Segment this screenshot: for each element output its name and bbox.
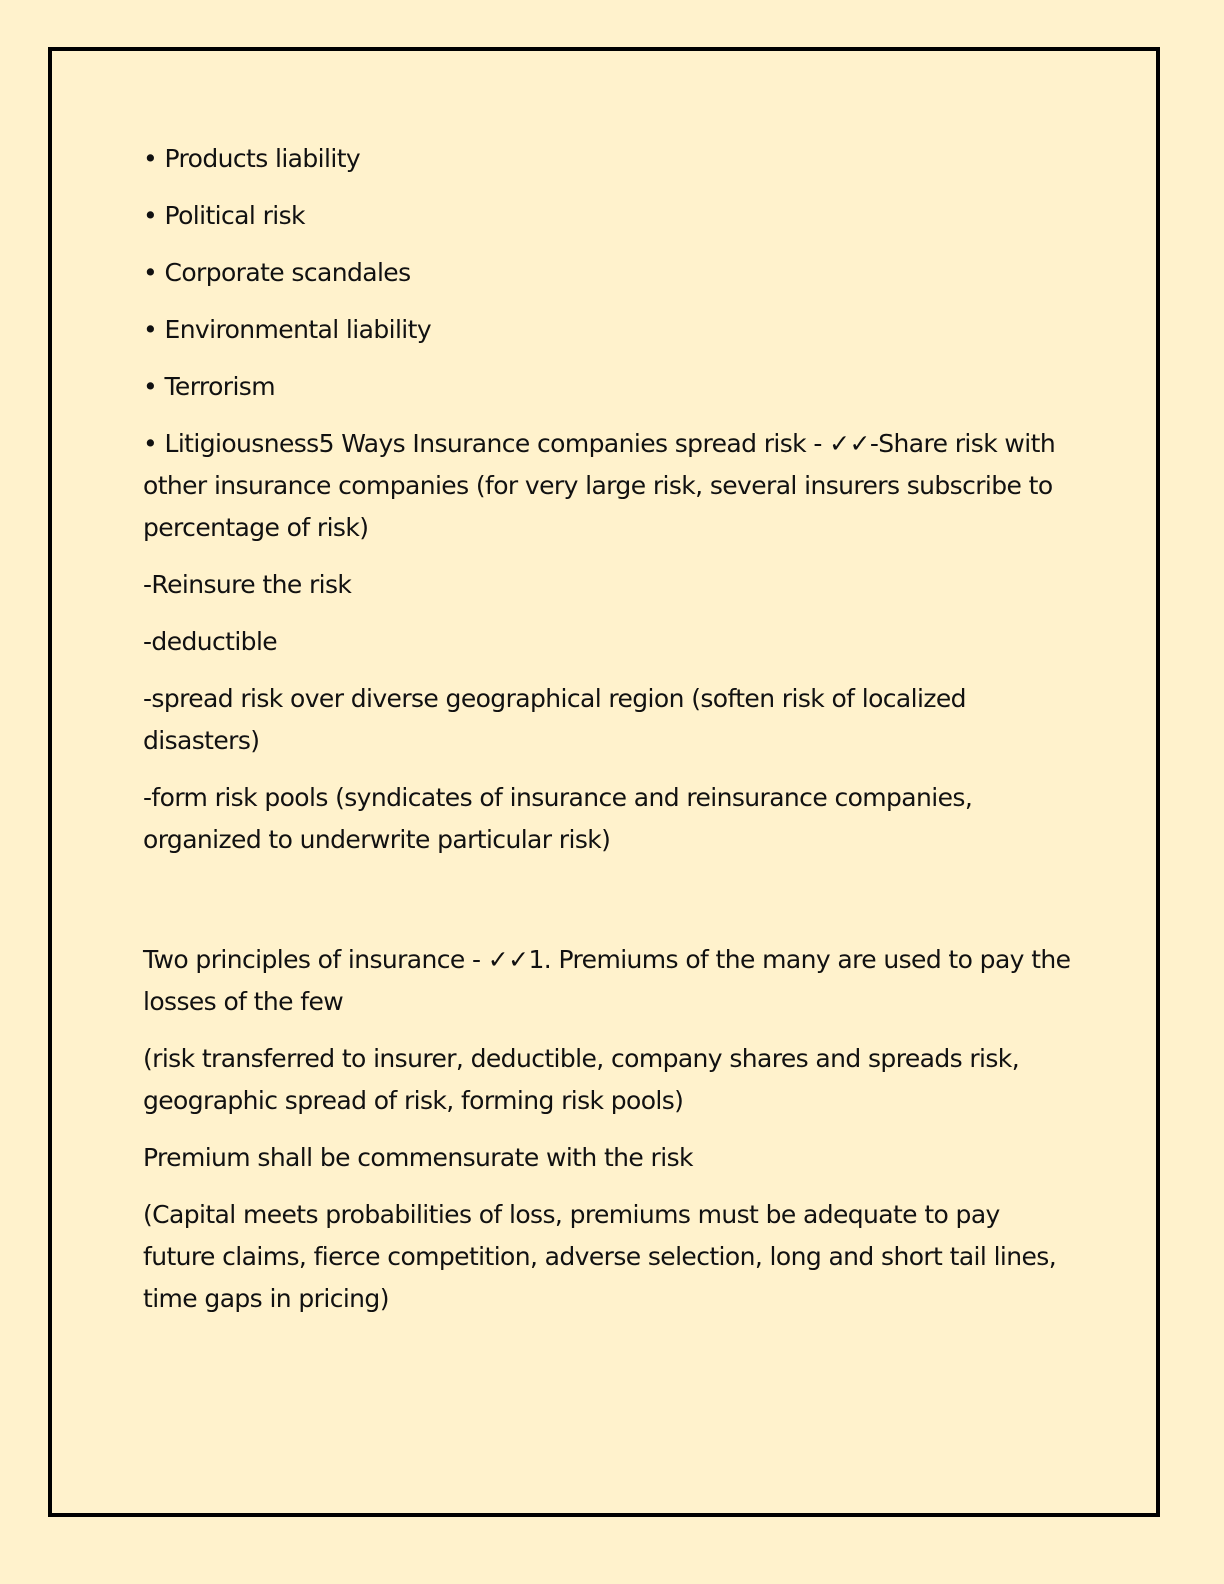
list-item: -Reinsure the risk [143, 570, 352, 599]
bullet-item: • Environmental liability [143, 315, 432, 344]
list-item: -form risk pools (syndicates of insurance and reinsurance companies, organized to underwrite particular risk) [143, 783, 973, 854]
bullet-item: • Corporate scandales [143, 258, 411, 287]
paragraph: Premium shall be commensurate with the risk [143, 1143, 693, 1172]
bullet-item: • Terrorism [143, 372, 275, 401]
bullet-item: • Litigiousness5 Ways Insurance companies spread risk - ✓✓-Share risk with other insurance companies (for very large risk, several insurers subscribe to percentage of risk) [143, 429, 1056, 542]
bullet-item: • Political risk [143, 201, 305, 230]
list-item: -spread risk over diverse geographical region (soften risk of localized disasters) [143, 684, 966, 755]
document-body [143, 138, 1073, 1335]
list-item: -deductible [143, 627, 278, 656]
paragraph: Two principles of insurance - ✓✓1. Premiums of the many are used to pay the losses of the few [143, 945, 1071, 1016]
paragraph: (risk transferred to insurer, deductible, company shares and spreads risk, geographic spread of risk, forming risk pools) [143, 1044, 1020, 1115]
bullet-item: • Products liability [143, 144, 361, 173]
paragraph: (Capital meets probabilities of loss, premiums must be adequate to pay future claims, fierce competition, adverse selection, long and short tail lines, time gaps in pricing) [143, 1200, 1057, 1313]
